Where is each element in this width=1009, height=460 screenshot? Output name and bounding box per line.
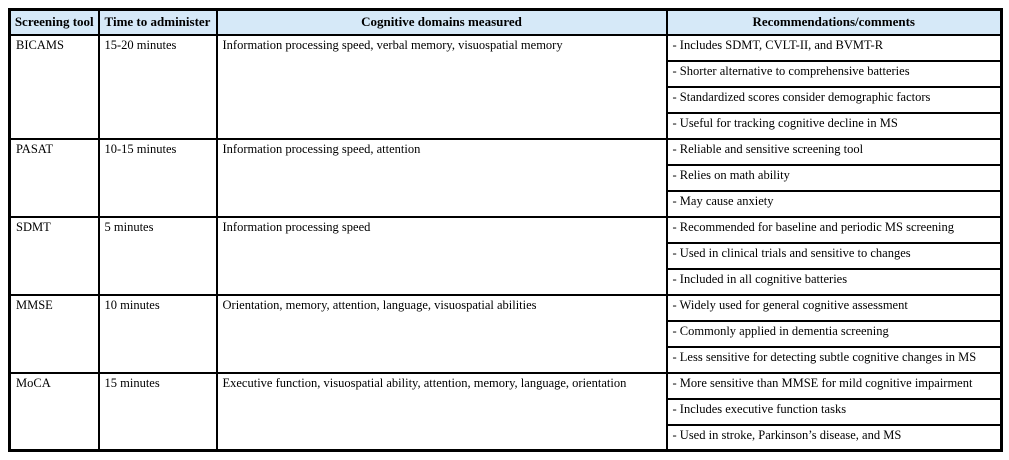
domains-cell: Information processing speed — [217, 217, 667, 295]
time-cell: 10 minutes — [99, 295, 217, 373]
recommendation-cell: - Includes SDMT, CVLT-II, and BVMT-R — [667, 35, 1002, 61]
recommendation-cell: - Used in clinical trials and sensitive to changes — [667, 243, 1002, 269]
column-header-time-to-administer: Time to administer — [99, 10, 217, 35]
recommendation-cell: - Included in all cognitive batteries — [667, 269, 1002, 295]
domains-cell: Orientation, memory, attention, language, visuospatial abilities — [217, 295, 667, 373]
recommendation-cell: - Includes executive function tasks — [667, 399, 1002, 425]
table-row — [10, 35, 1002, 61]
screening-tools-table-container — [8, 8, 1003, 452]
screening-tools-table — [8, 8, 1003, 452]
recommendation-cell: - Less sensitive for detecting subtle cognitive changes in MS — [667, 347, 1002, 373]
time-cell: 15 minutes — [99, 373, 217, 451]
time-cell: 5 minutes — [99, 217, 217, 295]
domains-cell: Executive function, visuospatial ability, attention, memory, language, orientation — [217, 373, 667, 451]
time-cell: 15-20 minutes — [99, 35, 217, 139]
domains-cell: Information processing speed, verbal memory, visuospatial memory — [217, 35, 667, 139]
recommendation-cell: - Standardized scores consider demographic factors — [667, 87, 1002, 113]
recommendation-cell: - Reliable and sensitive screening tool — [667, 139, 1002, 165]
column-header-screening-tool: Screening tool — [10, 10, 99, 35]
recommendation-cell: - Useful for tracking cognitive decline in MS — [667, 113, 1002, 139]
recommendation-cell: - Shorter alternative to comprehensive batteries — [667, 61, 1002, 87]
table-row — [10, 373, 1002, 399]
table-row — [10, 295, 1002, 321]
tool-cell: PASAT — [10, 139, 99, 217]
recommendation-cell: - Recommended for baseline and periodic MS screening — [667, 217, 1002, 243]
recommendation-cell: - Relies on math ability — [667, 165, 1002, 191]
recommendation-cell: - Widely used for general cognitive assessment — [667, 295, 1002, 321]
recommendation-cell: - More sensitive than MMSE for mild cognitive impairment — [667, 373, 1002, 399]
tool-cell: SDMT — [10, 217, 99, 295]
tool-cell: MoCA — [10, 373, 99, 451]
column-header-cognitive-domains: Cognitive domains measured — [217, 10, 667, 35]
tool-cell: MMSE — [10, 295, 99, 373]
recommendation-cell: - May cause anxiety — [667, 191, 1002, 217]
header-row — [10, 10, 1002, 35]
tool-cell: BICAMS — [10, 35, 99, 139]
table-row — [10, 139, 1002, 165]
column-header-recommendations: Recommendations/comments — [667, 10, 1002, 35]
time-cell: 10-15 minutes — [99, 139, 217, 217]
recommendation-cell: - Used in stroke, Parkinson’s disease, and MS — [667, 425, 1002, 451]
recommendation-cell: - Commonly applied in dementia screening — [667, 321, 1002, 347]
domains-cell: Information processing speed, attention — [217, 139, 667, 217]
table-row — [10, 217, 1002, 243]
